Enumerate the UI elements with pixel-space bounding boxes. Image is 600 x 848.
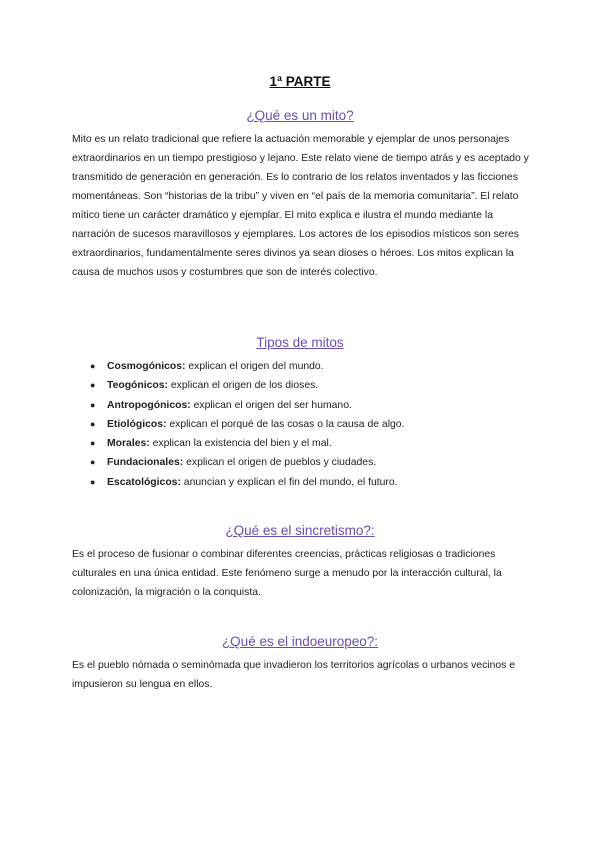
list-item-term: Etiológicos: — [107, 418, 167, 430]
list-item-desc: explican el porqué de las cosas o la causa de algo. — [166, 418, 405, 430]
paragraph-sincretismo: Es el proceso de fusionar o combinar diferentes creencias, prácticas religiosas o tradiciones culturales en una única entidad. Este fenómeno surge a menudo por la interacción cultural, la colonización, la migración o la conquista. — [72, 549, 502, 598]
list-item-term: Fundacionales: — [107, 457, 184, 469]
list-item-desc: explican el origen de pueblos y ciudades. — [183, 457, 377, 469]
list-item-desc: explican el origen del ser humano. — [190, 399, 352, 411]
list-item-desc: anuncian y explican el fin del mundo, el futuro. — [180, 476, 398, 488]
list-item-term: Morales: — [107, 438, 150, 450]
list-item-term: Antropogónicos: — [107, 399, 191, 411]
section-title-sincretismo: ¿Qué es el sincretismo?: — [225, 523, 375, 538]
list-item-term: Teogónicos: — [107, 380, 168, 392]
bullet-icon: ● — [90, 361, 96, 371]
list-item-term: Cosmogónicos: — [107, 361, 186, 372]
bullet-icon: ● — [90, 418, 96, 429]
myth-types-list — [90, 357, 404, 492]
bullet-icon: ● — [90, 476, 96, 487]
list-item-desc: explican el origen del mundo. — [185, 361, 324, 372]
list-item — [90, 376, 404, 395]
bullet-icon: ● — [90, 457, 96, 468]
list-item — [90, 453, 404, 472]
paragraph-indoeuropeo: Es el pueblo nómada o seminómada que invadieron los territorios agrícolas o urbanos vecinos e impusieron su lengua en ellos. — [72, 660, 516, 690]
bullet-icon: ● — [90, 438, 96, 449]
list-item — [90, 415, 404, 434]
list-item — [90, 473, 404, 492]
part-title: 1ª PARTE — [269, 74, 331, 89]
bullet-icon: ● — [90, 399, 96, 410]
list-item-term: Escatológicos: — [107, 476, 181, 488]
section-title-mito: ¿Qué es un mito? — [246, 108, 354, 123]
list-item — [90, 357, 404, 376]
section-title-indoeuropeo: ¿Qué es el indoeuropeo?: — [221, 634, 379, 649]
list-item — [90, 434, 404, 453]
list-item-desc: explican la existencia del bien y el mal. — [149, 438, 332, 450]
bullet-icon: ● — [90, 380, 96, 391]
paragraph-mito: Mito es un relato tradicional que refiere la actuación memorable y ejemplar de unos personajes extraordinarios en un tiempo prestigioso y lejano. Este relato viene de tiempo atrás y es aceptado y transmitido de generación en generación. Es lo contrario de los relatos inventados y las ficciones momentáneas. Son “historias de la tribu” y viven en “el país de la memoria comunitaria”. El relato mítico tiene un carácter dramático y ejemplar. El mito explica e ilustra el mundo mediante la narración de sucesos maravillosos y ejemplares. Los actores de los episodios místicos son seres extraordinarios, fundamentalmente seres divinos ya sean dioses o héroes. Los mitos explican la causa de muchos usos y costumbres que son de interés colectivo. — [72, 134, 529, 278]
list-item — [90, 396, 404, 415]
section-title-tipos: Tipos de mitos — [256, 335, 344, 350]
list-item-desc: explican el origen de los dioses. — [168, 380, 319, 392]
